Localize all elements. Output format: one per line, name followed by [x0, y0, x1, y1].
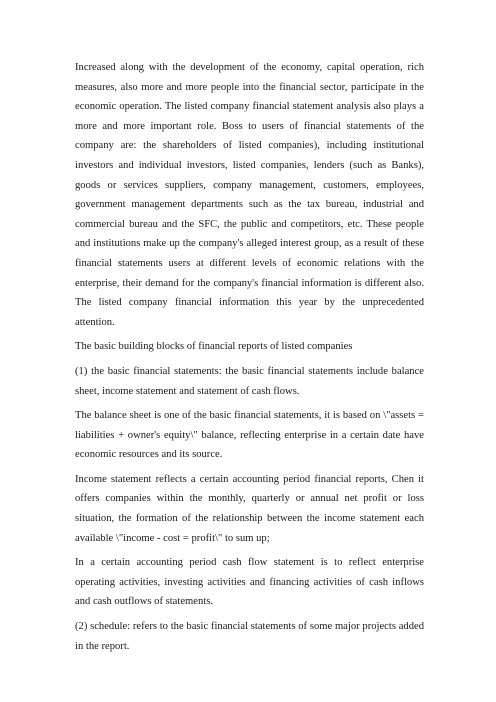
paragraph-income-statement: Income statement reflects a certain accounting period financial reports, Chen it offers companies within the monthly, quarterly or annual net profit or loss situation, the formation of the relationship between the income statement each available \"income - cost = profit\" to sum up; — [75, 473, 424, 544]
paragraph-introduction: Increased along with the development of the economy, capital operation, rich measures, also more and more people into the financial sector, participate in the economic operation. The listed company financial statement analysis also plays a more and more important role. Boss to users of financial statements of the company are: the shareholders of listed companies), including institutional investors and individual investors, listed companies, lenders (such as Banks), goods or services suppliers, company management, customers, employees, government management departments such as the tax bureau, industrial and commercial bureau and the SFC, the public and competitors, etc. These people and institutions make up the company's alleged interest group, as a result of these financial statements users at different levels of economic relations with the enterprise, their demand for the company's financial information is different also. The listed company financial information this year by the unprecedented attention. — [75, 62, 424, 328]
paragraph-basic-statements: (1) the basic financial statements: the basic financial statements include balance sheet, income statement and statement of cash flows. — [75, 365, 424, 397]
paragraph-cash-flow: In a certain accounting period cash flow statement is to reflect enterprise operating activities, investing activities and financing activities of cash inflows and cash outflows of statements. — [75, 557, 424, 608]
section-heading: The basic building blocks of financial reports of listed companies — [75, 341, 353, 353]
paragraph-schedule: (2) schedule: refers to the basic financial statements of some major projects added in the report. — [75, 621, 424, 652]
paragraph-balance-sheet: The balance sheet is one of the basic financial statements, it is based on \"assets = liabilities + owner's equity\" balance, reflecting enterprise in a certain date have economic resources and its source. — [75, 410, 424, 461]
document-body — [75, 58, 424, 661]
